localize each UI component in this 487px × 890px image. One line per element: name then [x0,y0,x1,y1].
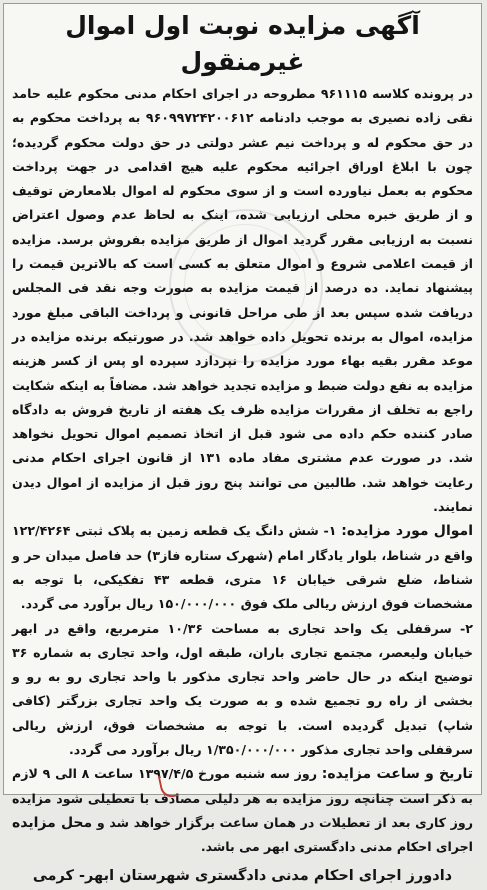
auction-items-paragraph [12,519,473,616]
auction-items-heading: اموال مورد مزایده: [341,523,473,540]
auction-item-shop: ۲- سرقفلی یک واحد تجاری به مساحت ۱۰/۳۶ مترمربع، واقع در ابهر خیابان ولیعصر، مجتمع تجاری باران، طبقه اول، واحد تجاری به شماره ۳۶ توضیح اینکه در حال حاضر واحد تجاری مذکور با واحد تجاری رو به رو و بخشی از راه رو تجمیع شده و به صورت یک واحد تجاری بزرگتر (کافی شاپ) تبدیل گردیده است. با توجه به مشخصات فوق، ارزش ریالی سرقفلی واحد تجاری مذکور ۱/۳۵۰/۰۰۰/۰۰۰ ریال برآورد می گردد. [12,620,473,758]
notice-signature: دادورز اجرای احکام مدنی دادگستری شهرستان ابهر- کرمی [32,867,453,884]
auction-item-land: ۱- شش دانگ یک قطعه زمین به پلاک ثبتی ۱۲۲/۴۲۶۴ واقع در شناط، بلوار یادگار امام (شهرک ستاره فاز۳) حد فاصل میدان حر و شناط، ضلع شرقی خیابان ۱۶ متری، قطعه ۴۳ تفکیکی، با توجه به مشخصات فوق ارزش ریالی ملک فوق ۱۵۰/۰۰۰/۰۰۰ ریال برآورد می گردد. [11,523,473,612]
notice-sheet [3,3,482,884]
notice-intro-paragraph: در پرونده کلاسه ۹۶۱۱۱۵ مطروحه در اجرای احکام مدنی محکوم علیه حامد نقی زاده نصیری به موجب دادنامه ۹۶۰۹۹۷۲۴۲۰۰۶۱۲ به پرداخت محکوم به در حق محکوم له و پرداخت نیم عشر دولتی در حق دولت محکوم گردیده؛ چون با ابلاغ اوراق اجرائیه محکوم علیه هیچ اقدامی در جهت پرداخت محکوم به بعمل نیاورده است و از سوی محکوم له اموال بلامعارض توقیف و از طریق خبره محلی ارزیابی شده، اینک به لحاظ عدم وصول اعتراض نسبت به ارزیابی مقرر گردید اموال از طریق مزایده بفروش برسد. مزایده از قیمت اعلامی شروع و اموال متعلق به کسی است که بالاترین قیمت را پیشنهاد نماید. ده درصد از قیمت مزایده به صورت وجه نقد فی المجلس دریافت شده سپس بعد از طی مراحل قانونی و پرداخت الباقی مبلغ مورد مزایده، اموال به برنده تحویل داده خواهد شد. در صورتیکه برنده مزایده در موعد مقرر بقیه بهاء مورد مزایده را نپردازد سپرده او پس از کسر هزینه مزایده به نفع دولت ضبط و مزایده تجدید خواهد شد. مضافاً به اینکه شکایت راجع به تخلف از مقررات مزایده ظرف یک هفته از تاریخ فروش به دادگاه صادر کننده حکم داده می شود قبل از اتخاذ تصمیم اموال تحویل نخواهد شد. در صورت عدم مشتری مفاد ماده ۱۳۱ از قانون اجرای احکام مدنی رعایت خواهد شد. طالبین می توانند پنج روز قبل از مزایده از اموال دیدن نمایند. [12,86,473,515]
auction-place-text: اجرای احکام مدنی دادگستری ابهر می باشد. [200,839,473,855]
auction-date-heading: تاریخ و ساعت مزایده: [321,766,473,783]
auction-date-paragraph [12,762,473,859]
auction-place-heading: محل مزایده [12,814,93,831]
auction-item-shop-paragraph [12,617,473,763]
auction-date-text: روز سه شنبه مورخ ۱۳۹۷/۴/۵ ساعت ۸ الی ۹ لازم به ذکر است چنانچه روز مزایده به هر دلیلی مصادف با تعطیلی شود مزایده روز کاری بعد از تعطیلات در همان ساعت برگزار خواهد شد و [12,766,473,830]
notice-title: آگهی مزایده نوبت اول اموال غیرمنقول [65,11,420,76]
